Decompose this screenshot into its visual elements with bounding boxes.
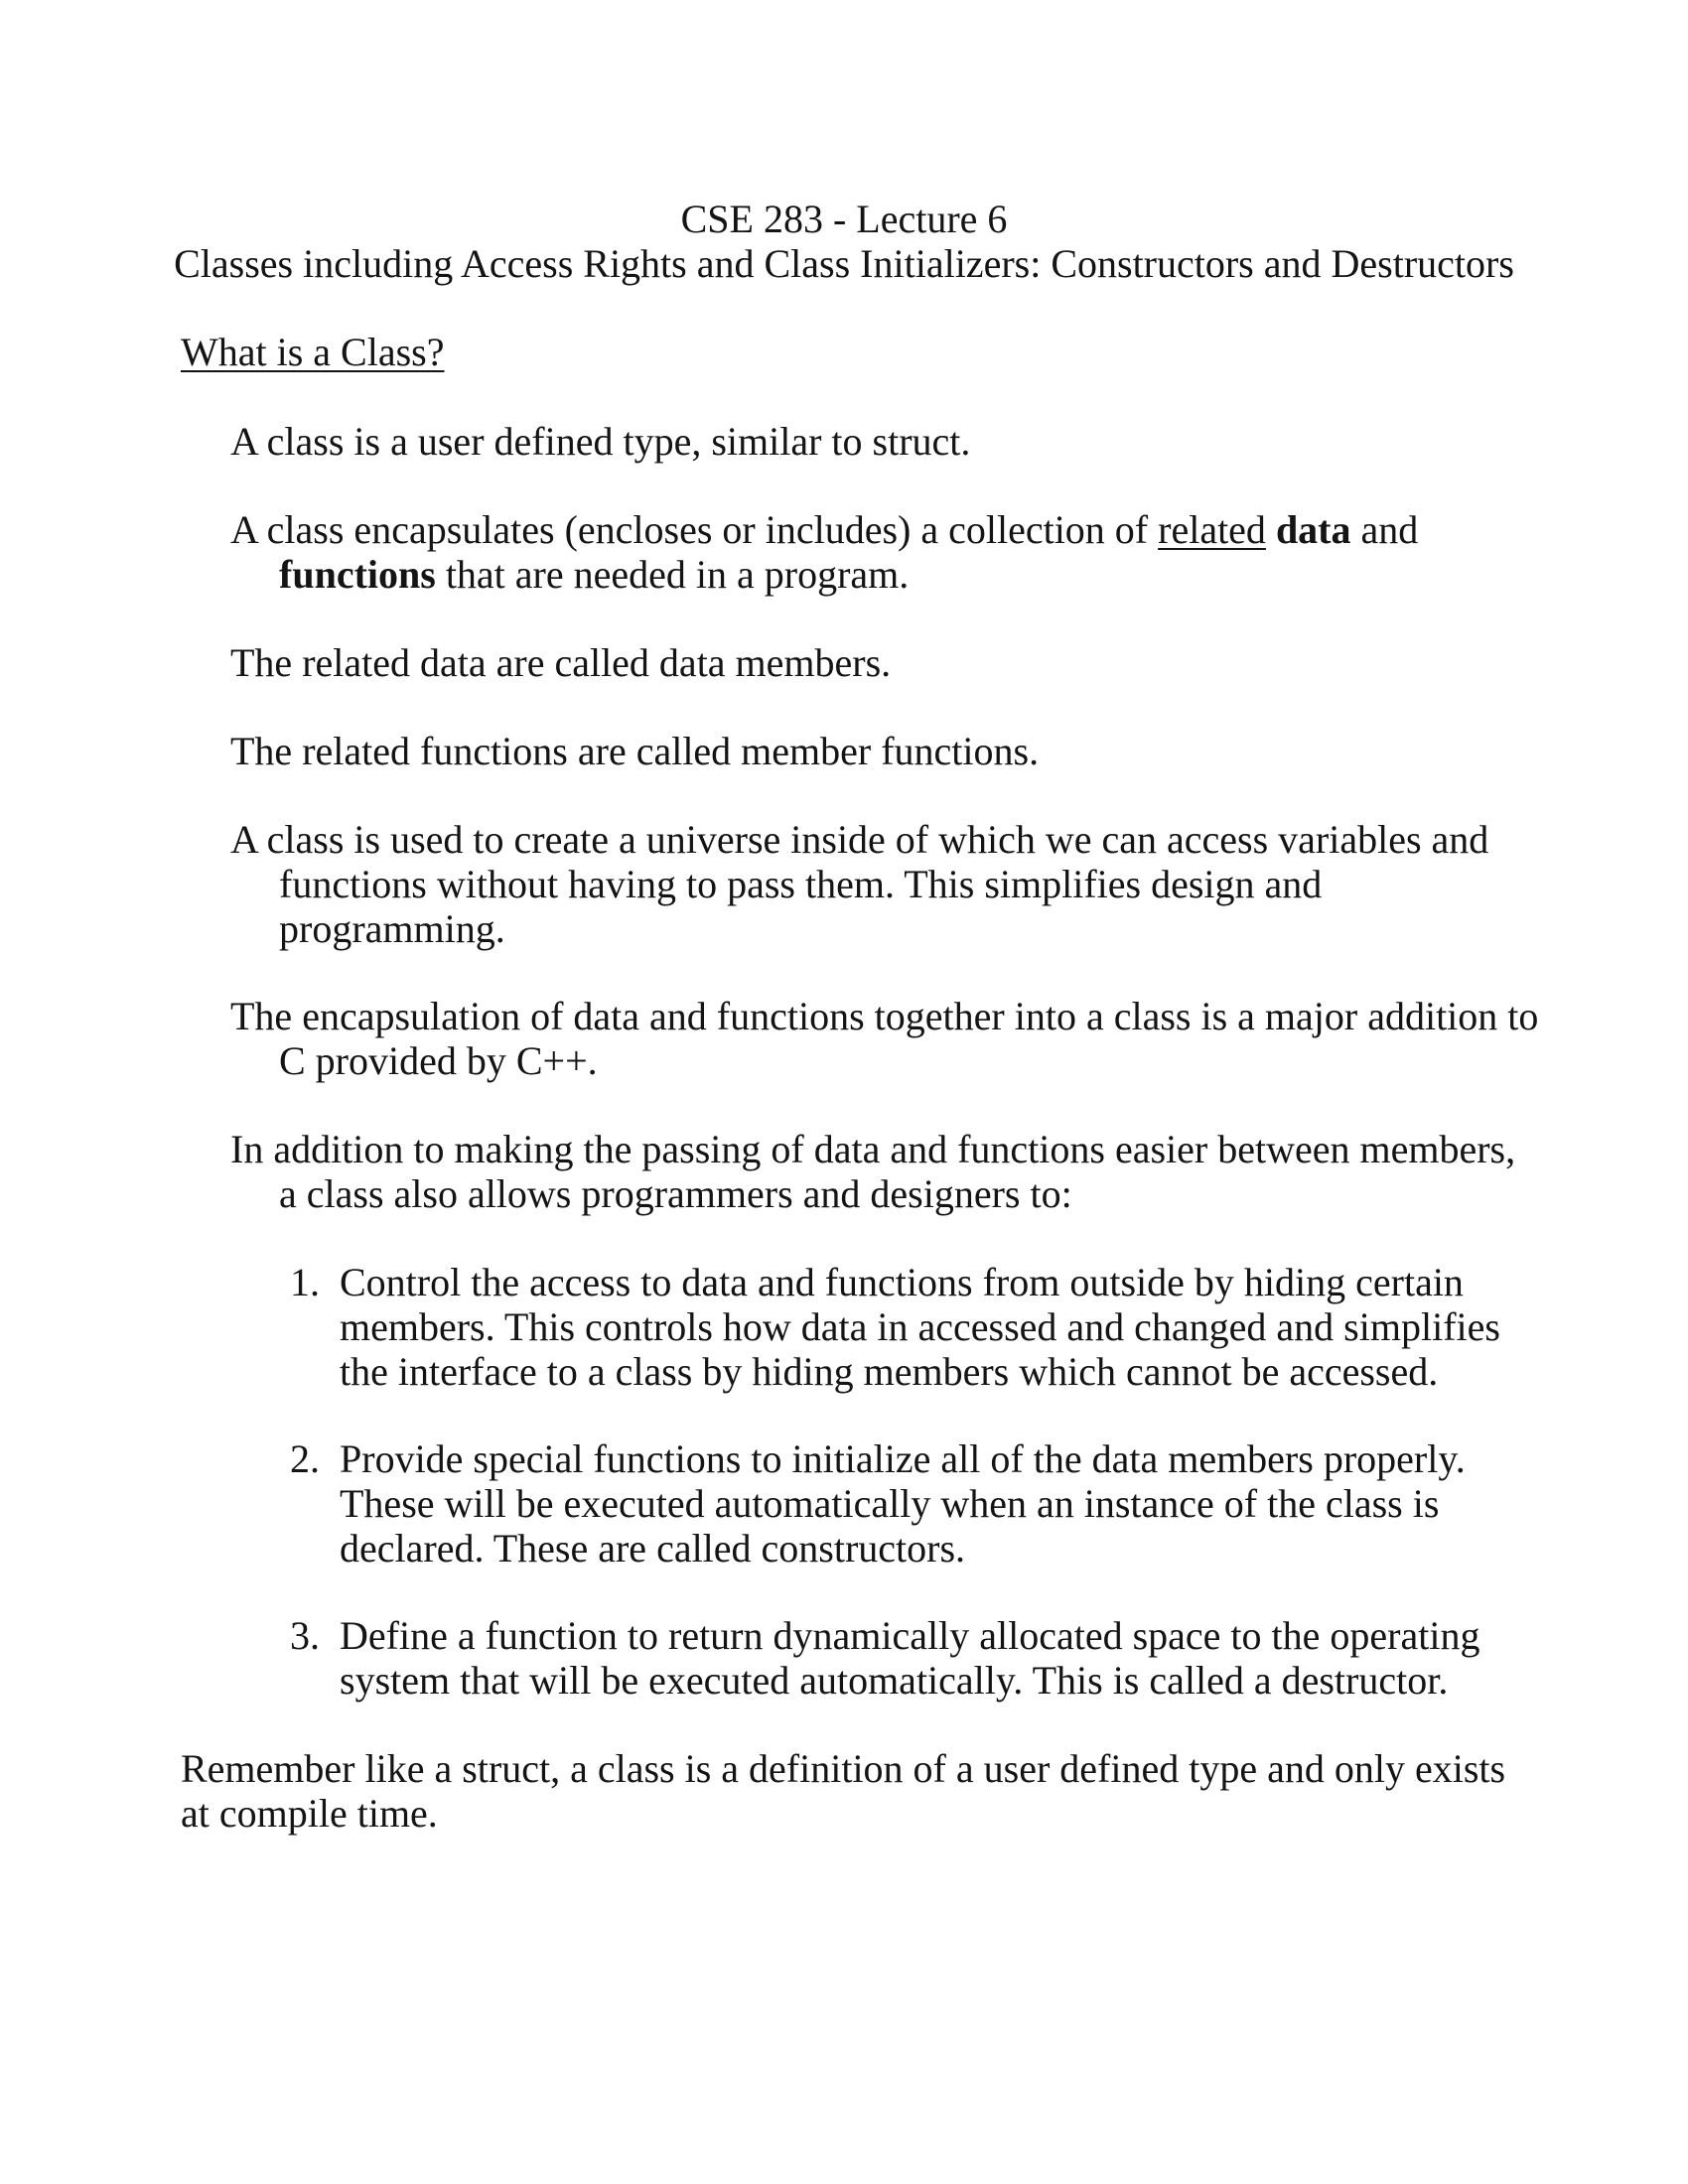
paragraph-encapsulation-line2 <box>279 552 909 597</box>
paragraph-closing-line1: Remember like a struct, a class is a definition of a user defined type and only exists <box>181 1746 1506 1791</box>
paragraph-encapsulation-line1 <box>230 507 1418 552</box>
list-item-line: These will be executed automatically when an instance of the class is <box>340 1481 1440 1526</box>
list-item-line: system that will be executed automatically. This is called a destructor. <box>340 1658 1449 1703</box>
paragraph-in-addition-line2: a class also allows programmers and designers to: <box>279 1171 1072 1216</box>
page-title: CSE 283 - Lecture 6 <box>680 197 1008 241</box>
list-item-line: Control the access to data and functions from outside by hiding certain <box>340 1260 1464 1304</box>
paragraph-member-functions: The related functions are called member functions. <box>230 729 1040 773</box>
paragraph-class-definition: A class is a user defined type, similar to struct. <box>230 419 971 464</box>
text-run <box>1266 507 1276 552</box>
list-item-line: Provide special functions to initialize all of the data members properly. <box>340 1436 1466 1481</box>
list-item-number: 2. <box>290 1436 320 1481</box>
text-run: and <box>1350 507 1419 552</box>
paragraph-cpp-addition-line2: C provided by C++. <box>279 1038 598 1083</box>
bold-word: data <box>1275 507 1351 552</box>
list-item-line: members. This controls how data in accessed and changed and simplifies <box>340 1304 1500 1349</box>
paragraph-cpp-addition-line1: The encapsulation of data and functions together into a class is a major addition to <box>230 994 1539 1038</box>
list-item-line: declared. These are called constructors. <box>340 1526 966 1570</box>
list-item-number: 1. <box>290 1260 320 1304</box>
paragraph-universe-line1: A class is used to create a universe inside of which we can access variables and <box>230 817 1489 862</box>
page-subtitle: Classes including Access Rights and Class Initializers: Constructors and Destructors <box>174 241 1514 286</box>
list-item-line: Define a function to return dynamically allocated space to the operating <box>340 1613 1480 1658</box>
paragraph-universe-line3: programming. <box>279 906 505 951</box>
list-item-number: 3. <box>290 1613 320 1658</box>
section-heading: What is a Class? <box>181 330 445 374</box>
paragraph-in-addition-line1: In addition to making the passing of data and functions easier between members, <box>230 1127 1516 1171</box>
paragraph-closing-line2: at compile time. <box>181 1791 438 1836</box>
paragraph-universe-line2: functions without having to pass them. This simplifies design and <box>279 862 1323 906</box>
bold-word: functions <box>279 552 436 597</box>
list-item-line: the interface to a class by hiding members which cannot be accessed. <box>340 1349 1439 1394</box>
text-run: that are needed in a program. <box>435 552 910 597</box>
text-run: A class encapsulates (encloses or includes) a collection of <box>230 507 1159 552</box>
paragraph-data-members: The related data are called data members. <box>230 640 892 685</box>
underlined-word: related <box>1158 507 1266 552</box>
